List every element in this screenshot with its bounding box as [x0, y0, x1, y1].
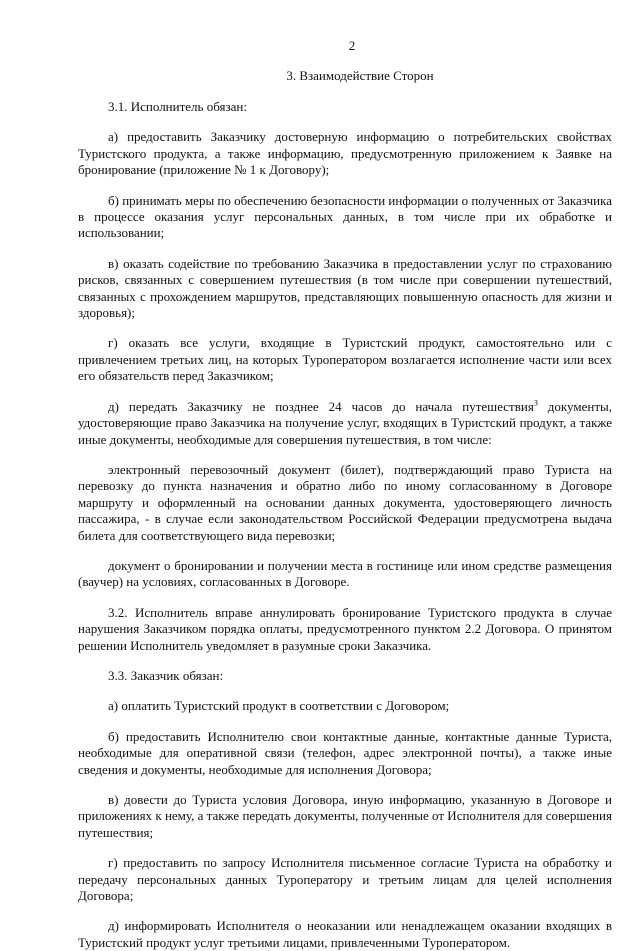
paragraph-3-1-d-end: документы, удостоверяющие право Заказчика на получение услуг, входящих в Туристский продукт, а также иные документы, необходимые для совершения путешествия, в том числе: — [78, 398, 612, 447]
paragraph-3-2: 3.2. Исполнитель вправе аннулировать бронирование Туристского продукта в случае нарушения Заказчиком порядка оплаты, предусмотренного пунктом 2.2 Договора. О принятом решении Исполнитель уведомляет в разумные сроки Заказчика. — [78, 604, 612, 653]
footnote-marker: 3 — [533, 398, 538, 408]
paragraph-3-3-g: г) предоставить по запросу Исполнителя письменное согласие Туриста на обработку и передачу персональных данных Туроператору и третьим лицам для целей исполнения Договора; — [78, 855, 612, 904]
paragraph-3-3-b: б) предоставить Исполнителю свои контактные данные, контактные данные Туриста, необходимые для оперативной связи (телефон, адрес электронной почты), а также иные сведения и документы, необходимые для исполнения Договора; — [78, 728, 612, 777]
paragraph-3-1-b: б) принимать меры по обеспечению безопасности информации о полученных от Заказчика в процессе оказания услуг персональных данных, в том числе при их обработке и использовании; — [78, 192, 612, 241]
paragraph-3-3-a: а) оплатить Туристский продукт в соответствии с Договором; — [108, 698, 450, 714]
paragraph-3-1: 3.1. Исполнитель обязан: — [108, 99, 247, 114]
paragraph-3-3-d: д) информировать Исполнителя о неоказании или ненадлежащем оказании входящих в Туристский продукт услуг третьими лицами, привлеченными Туроператором. — [78, 918, 612, 950]
paragraph-3-3-v: в) довести до Туриста условия Договора, иную информацию, указанную в Договоре и приложениях к нему, а также передать документы, полученные от Исполнителя для совершения путешествия; — [78, 792, 612, 840]
paragraph-3-1-d-start: д) передать Заказчику не позднее 24 часов до начала путешествия — [108, 398, 534, 414]
paragraph-3-1-g: г) оказать все услуги, входящие в Туристский продукт, самостоятельно или с привлечением третьих лиц, на которых Туроператором возлагается исполнение части или всех его обязательств перед Заказчиком; — [78, 335, 612, 384]
paragraph-electronic-ticket: электронный перевозочный документ (билет), подтверждающий право Туриста на перевозку до пункта назначения и обратно либо по иному согласованному в Договоре маршруту и оформленный на основании данных документа, удостоверяющего личность пассажира, - в случае если законодательством Российской Федерации предусмотрена выдача билета для соответствующего вида перевозки; — [78, 461, 612, 543]
paragraph-3-1-a: а) предоставить Заказчику достоверную информацию о потребительских свойствах Туристского продукта, а также информацию, предусмотренную приложением к Заявке на бронирование (приложение № 1 к Договору); — [78, 129, 612, 178]
paragraph-3-1-d — [78, 399, 612, 448]
paragraph-3-3: 3.3. Заказчик обязан: — [108, 667, 224, 683]
paragraph-voucher: документ о бронировании и получении места в гостинице или ином средстве размещения (ваучер) на условиях, согласованных в Договоре. — [78, 557, 612, 590]
page-number: 2 — [348, 38, 356, 53]
section-title: 3. Взаимодействие Сторон — [286, 68, 434, 83]
paragraph-3-1-v: в) оказать содействие по требованию Заказчика в предоставлении услуг по страхованию рисков, связанных с совершением путешествия (в том числе при совершении путешествий, связанных с прохождением маршрутов, представляющих повышенную опасность для жизни и здоровья); — [78, 255, 612, 321]
